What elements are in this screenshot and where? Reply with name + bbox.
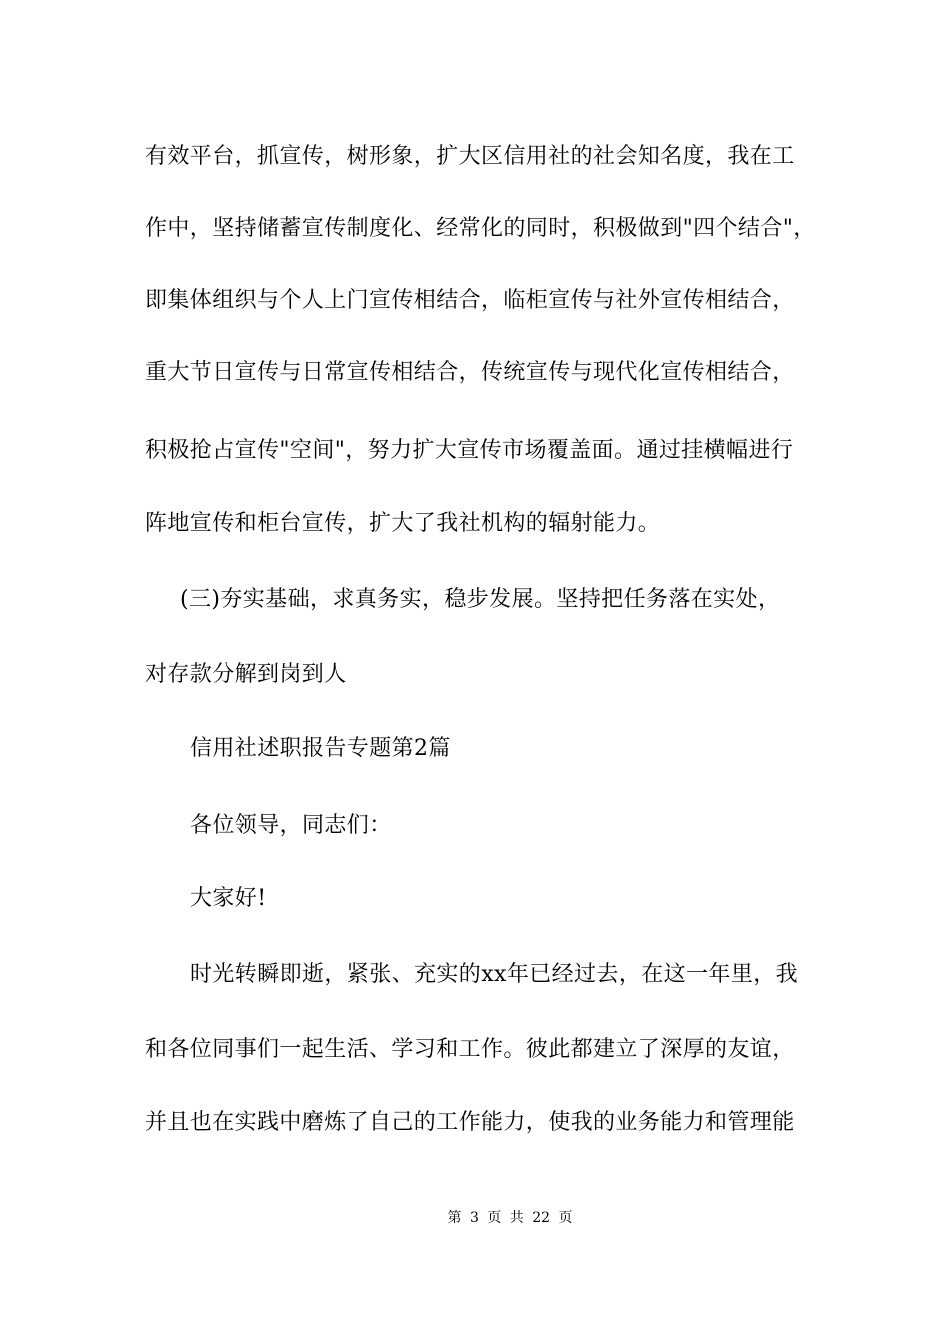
paragraph-line: 作中，坚持储蓄宣传制度化、经常化的同时，积极做到"四个结合"， (145, 216, 816, 241)
paragraph-line: 阵地宣传和柜台宣传，扩大了我社机构的辐射能力。 (145, 511, 661, 536)
paragraph-line: 有效平台，抓宣传，树形象，扩大区信用社的社会知名度，我在工 (145, 144, 795, 169)
paragraph-line: 即集体组织与个人上门宣传相结合，临柜宣传与社外宣传相结合， (145, 288, 795, 313)
paragraph-line: 积极抢占宣传"空间"，努力扩大宣传市场覆盖面。通过挂横幅进行 (145, 438, 794, 463)
article-title: 信用社述职报告专题第2篇 (190, 736, 451, 761)
paragraph-line: 时光转瞬即逝，紧张、充实的xx年已经过去，在这一年里，我 (190, 962, 799, 987)
paragraph-line: 并且也在实践中磨炼了自己的工作能力，使我的业务能力和管理能 (145, 1110, 795, 1135)
page-number-footer: 第 3 页 共 22 页 (447, 1210, 573, 1226)
paragraph-line: 对存款分解到岗到人 (145, 662, 347, 687)
section-heading-line: (三)夯实基础，求真务实，稳步发展。坚持把任务落在实处， (180, 587, 781, 612)
paragraph-line: 重大节日宣传与日常宣传相结合，传统宣传与现代化宣传相结合， (145, 360, 795, 385)
salutation: 各位领导，同志们： (190, 813, 392, 838)
paragraph-line: 和各位同事们一起生活、学习和工作。彼此都建立了深厚的友谊， (145, 1037, 795, 1062)
greeting: 大家好! (190, 886, 267, 911)
